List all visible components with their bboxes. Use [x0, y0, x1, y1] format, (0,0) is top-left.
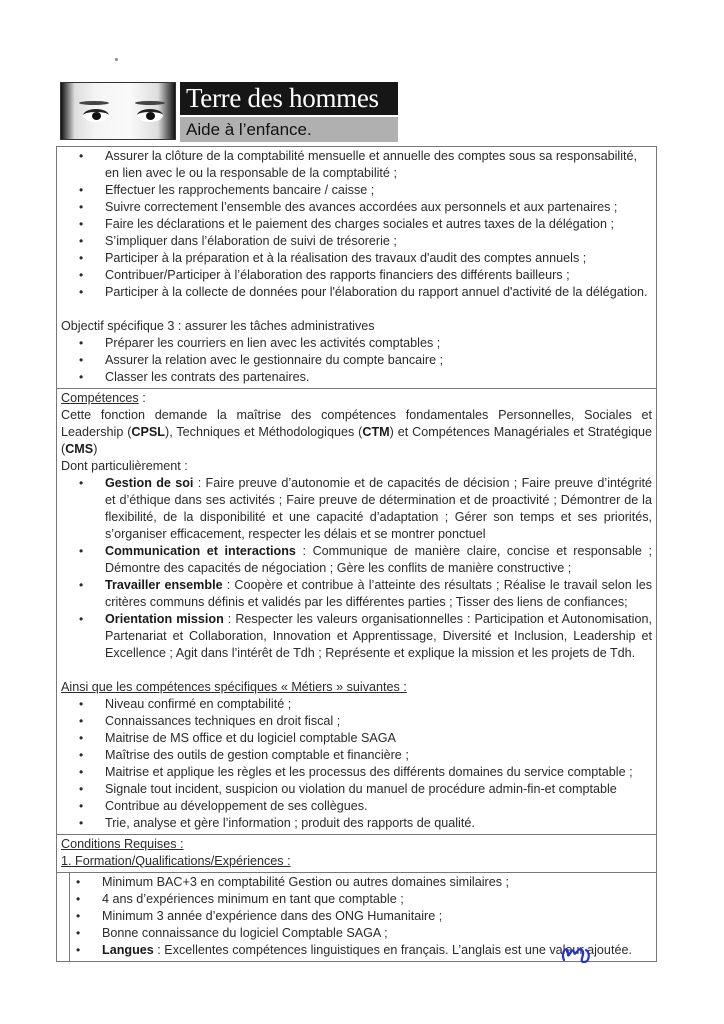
list-item: • Assurer la relation avec le gestionnaire du compte bancaire ; — [105, 352, 652, 369]
list-item: • Préparer les courriers en lien avec les activités comptables ; — [105, 335, 652, 352]
logo-eyes-photo — [60, 82, 176, 140]
list-item: • Gestion de soi : Faire preuve d’autonomie et de capacités de décision ; Faire preuve d’intégrité et d’éthique dans ses activités ; Faire preuve de détermination et de proactivité ; Démontrer de la flexibilité, de la disponibilité et une capacité d’adaptation ; Gérer son temps et ses priorités, s’organiser efficacement, respecter les délais et se montrer ponctuel — [105, 475, 652, 543]
list-item: • Bonne connaissance du logiciel Comptable SAGA ; — [102, 925, 652, 942]
list-item: • Suivre correctement l’ensemble des avances accordées aux personnels et aux partenaires ; — [105, 199, 652, 216]
list-item: • Communication et interactions : Communique de manière claire, concise et responsable ; Démontre des capacités de négociation ; Gère les conflits de manière constructive ; — [105, 543, 652, 577]
list-item: • Niveau confirmé en comptabilité ; — [105, 696, 652, 713]
conditions-cell — [56, 834, 657, 872]
job-description-table — [56, 146, 657, 962]
competences-intro: Cette fonction demande la maîtrise des compétences fondamentales Personnelles, Sociales et Leadership (CPSL), Techniques et Méthodologiques (CTM) et Compétences Managériales et Stratégique (CMS) — [61, 408, 653, 456]
list-item: • 4 ans d’expériences minimum en tant que comptable ; — [102, 891, 652, 908]
list-item: • Travailler ensemble : Coopère et contribue à l’atteinte des résultats ; Réalise le travail selon les critères communs définis et validés par les différentes parties ; Tisser des liens de confiances; — [105, 577, 652, 611]
tdh-logo — [60, 82, 398, 140]
eye-left — [83, 109, 109, 122]
list-item: • S’impliquer dans l’élaboration de suivi de trésorerie ; — [105, 233, 652, 250]
list-item: • Contribue au développement de ses collègues. — [105, 798, 652, 815]
list-item: • Orientation mission : Respecter les valeurs organisationnelles : Participation et Autonomisation, Partenariat et Collaboration, Innovation et Apprentissage, Diversité et Inclusion, Leadership et Excellence ; Agit dans l’intérêt de Tdh ; Représente et explique la mission et les projets de Tdh. — [105, 611, 652, 662]
list-item: • Maitrise et applique les règles et les processus des différents domaines du service comptable ; — [105, 764, 652, 781]
list-item: • Connaissances techniques en droit fiscal ; — [105, 713, 652, 730]
list-item: • Minimum 3 année d’expérience dans des ONG Humanitaire ; — [102, 908, 652, 925]
conditions-heading: Conditions Requises : — [61, 837, 184, 851]
signature-initials — [558, 938, 598, 968]
metiers-heading: Ainsi que les compétences spécifiques « Métiers » suivantes : — [61, 680, 407, 694]
list-item: • Langues : Excellentes compétences linguistiques en français. L’anglais est une valeur ajoutée. — [102, 942, 652, 959]
list-item: • Participer à la préparation et à la réalisation des travaux d'audit des comptes annuels ; — [105, 250, 652, 267]
list-item: • Minimum BAC+3 en comptabilité Gestion ou autres domaines similaires ; — [102, 874, 652, 891]
competences-heading: Compétences — [61, 391, 139, 405]
metiers-list — [61, 696, 652, 832]
responsibilities-list — [61, 148, 652, 301]
list-item: • Faire les déclarations et le paiement des charges sociales et autres taxes de la délégation ; — [105, 216, 652, 233]
core-competences-list — [61, 475, 652, 662]
objectif-3-title: Objectif spécifique 3 : assurer les tâches administratives — [61, 319, 375, 333]
eye-right — [137, 109, 163, 122]
list-item: • Signale tout incident, suspicion ou violation du manuel de procédure admin-fin-et comptable — [105, 781, 652, 798]
formation-subheading: 1. Formation/Qualifications/Expériences : — [61, 854, 291, 868]
list-item: • Effectuer les rapprochements bancaire / caisse ; — [105, 182, 652, 199]
competences-cell: Compétences : Cette fonction demande la maîtrise des compétences fondamentales Personnelles, Sociales et Leadership (CPSL), Techniques et Méthodologiques (CTM) et Compétences Managériales et Stratégique (CMS) Dont particulièrement : • Gestion de soi : Faire preuve d’autonomie et de capacités de décision ; Faire preuve d’intégrité et d’éthique dans ses activités ; Faire preuve de détermination et de proactivité ; Démontrer de la flexibilité, de la disponibilité et une capacité d’adaptation ; Gérer son temps et ses priorités, s’organiser efficacement, respecter les délais et se montrer ponctuel • Communication et interactions : Communique de manière claire, concise et responsable ; Démontre des capacités de négociation ; Gère les conflits de manière constructive ; • Travailler ensemble : Coopère et contribue à l’atteinte des résultats ; Réalise le travail selon les critères communs définis et validés par les différentes parties ; Tisser des liens de confiances; • Orientation mission : Respecter les valeurs organisationnelles : Participation et Autonomisation, Partenariat et Collaboration, Innovation et Apprentissage, Diversité et Inclusion, Leadership et Excellence ; Agit dans l’intérêt de Tdh ; Représente et explique la mission et les projets de Tdh. Ainsi que les compétences spécifiques « Métiers » suivantes : • Niveau confirmé en comptabilité ; • Connaissances techniques en droit fiscal ; • Maitrise de MS office et du logiciel comptable SAGA • Maîtrise des outils de gestion comptable et financière ; • Maitrise et applique les règles et les processus des différents domaines du service comptable ; • Signale tout incident, suspicion ou violation du manuel de procédure admin-fin-et comptable • Contribue au développement de ses collègues. • Trie, analyse et gère l’information ; produit des rapports de qualité. — [56, 388, 657, 834]
objectif-3-list — [61, 335, 652, 386]
list-item: • Assurer la clôture de la comptabilité mensuelle et annuelle des comptes sous sa responsabilité, en lien avec le ou la responsable de la comptabilité ; — [105, 148, 652, 182]
list-item: • Maitrise de MS office et du logiciel comptable SAGA — [105, 730, 652, 747]
logo-title: Terre des hommes — [180, 82, 398, 115]
list-item: • Contribuer/Participer à l’élaboration des rapports financiers des différents bailleurs ; — [105, 267, 652, 284]
list-item: • Participer à la collecte de données pour l'élaboration du rapport annuel d'activité de la délégation. — [105, 284, 652, 301]
list-item: • Trie, analyse et gère l’information ; produit des rapports de qualité. — [105, 815, 652, 832]
responsibilities-cell — [56, 146, 657, 388]
logo-subtitle: Aide à l’enfance. — [180, 117, 398, 142]
list-item: • Maîtrise des outils de gestion comptable et financière ; — [105, 747, 652, 764]
scan-speck — [115, 58, 118, 61]
dont-particulierement: Dont particulièrement : — [61, 459, 188, 473]
list-item: • Classer les contrats des partenaires. — [105, 369, 652, 386]
